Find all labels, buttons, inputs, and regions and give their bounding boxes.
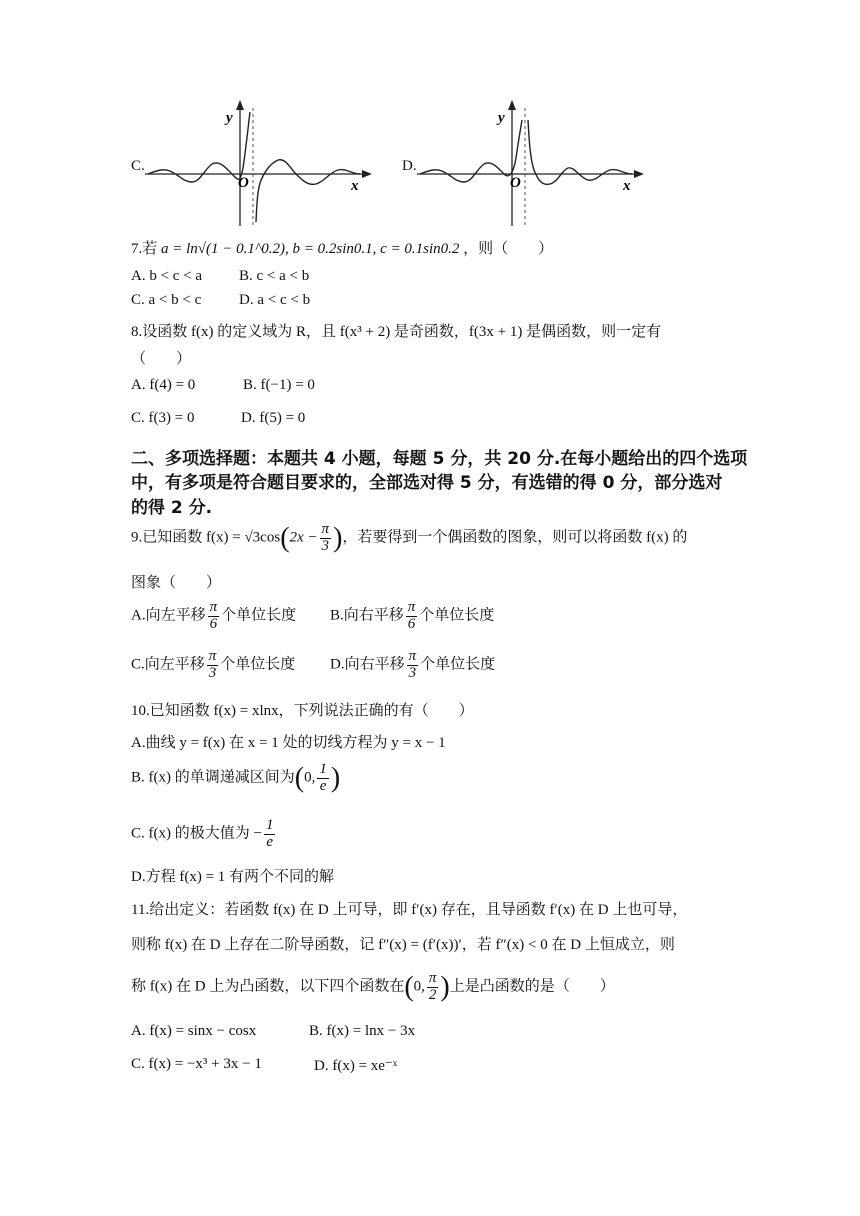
q9-stem-b: 2x − [289,529,318,546]
q7-suffix: ，则（ ） [463,241,554,257]
q7-option-d: D. a < c < b [239,292,311,308]
q10-option-a: A.曲线 y = f(x) 在 x = 1 处的切线方程为 y = x − 1 [131,735,446,751]
q9-option-d: D.向右平移 $\frac{\pi}{3}$ 个单位长度 [330,648,496,681]
q8-stem: 8.设函数 f(x) 的定义域为 R，且 f(x³ + 2) 是奇函数，f(3x + 1) 是偶函数，则一定有 [131,324,662,340]
q8-option-b: B. f(−1) = 0 [243,377,315,393]
q11-option-b: B. f(x) = lnx − 3x [309,1023,416,1039]
q7-formula: a = ln√(1 − 0.1^0.2), b = 0.2sin0.1, c = 0.1sin0.2 [161,241,460,257]
q11-line3: 称 f(x) 在 D 上为凸函数，以下四个函数在(0, $\frac{\pi}{2}$ )上是凸函数的是（ ） [131,970,615,1003]
q7-stem [131,237,553,258]
q8-option-d: D. f(5) = 0 [241,410,306,426]
q7-prefix: 7.若 [131,241,158,257]
graph-c-y-label: y [226,110,233,126]
q9-option-c: C.向左平移 $\frac{\pi}{3}$ 个单位长度 [131,648,296,681]
graph-c [140,98,380,230]
q11-option-c: C. f(x) = −x³ + 3x − 1 [131,1056,262,1072]
graph-d-x-label: x [623,178,631,194]
graph-c-x-label: x [351,178,359,194]
graph-d [412,98,652,230]
q8-option-c: C. f(3) = 0 [131,410,195,426]
q7-option-a: A. b < c < a [131,268,203,284]
q11-line1: 11.给出定义：若函数 f(x) 在 D 上可导，即 f′(x) 存在，且导函数 f′(x) 在 D 上也可导， [131,902,688,918]
q9-stem-c: ，若要得到一个偶函数的图象，则可以将函数 f(x) 的 [342,529,688,546]
q9-option-a: A.向左平移 $\frac{\pi}{6}$ 个单位长度 [131,599,297,632]
q10-option-d: D.方程 f(x) = 1 有两个不同的解 [131,869,335,885]
q9-frac-pi-3: $\frac{\pi}{3}$ [321,521,330,554]
q9-option-b: B.向右平移 $\frac{\pi}{6}$ 个单位长度 [330,599,495,632]
graph-c-label: C. [131,158,145,174]
q9-stem-a: 9.已知函数 f(x) = √3cos [131,529,281,546]
section2-line3: 的得 2 分. [131,498,213,518]
q11-option-d: D. f(x) = xe⁻ˣ [314,1058,398,1074]
section2-line2: 中，有多项是符合题目要求的，全部选对得 5 分，有选错的得 0 分，部分选对 [131,473,723,493]
graph-c-origin: O [238,175,249,191]
q9-stem: 9.已知函数 f(x) = √3cos(2x − $\frac{\pi}{3}$ )，若要得到一个偶函数的图象，则可以将函数 f(x) 的 [131,521,688,554]
q11-line2: 则称 f(x) 在 D 上存在二阶导函数，记 f″(x) = (f′(x))′，若 f″(x) < 0 在 D 上恒成立，则 [131,937,675,953]
q10-option-b: B. f(x) 的单调递减区间为(0, $\frac{1}{e}$ ) [131,761,341,794]
q7-option-b: B. c < a < b [239,268,310,284]
section2-line1: 二、多项选择题：本题共 4 小题，每题 5 分，共 20 分.在每小题给出的四个选项 [131,449,748,469]
q8-option-a: A. f(4) = 0 [131,377,196,393]
q8-paren: （ ） [131,351,192,367]
q10-stem: 10.已知函数 f(x) = xlnx，下列说法正确的有（ ） [131,703,474,719]
q11-option-a: A. f(x) = sinx − cosx [131,1023,257,1039]
graph-d-y-label: y [498,110,505,126]
graph-d-label: D. [402,158,417,174]
graph-d-origin: O [510,175,521,191]
q7-option-c: C. a < b < c [131,292,202,308]
q9-line2: 图象（ ） [131,575,222,591]
q10-option-c: C. f(x) 的极大值为 − $\frac{1}{e}$ [131,817,274,850]
